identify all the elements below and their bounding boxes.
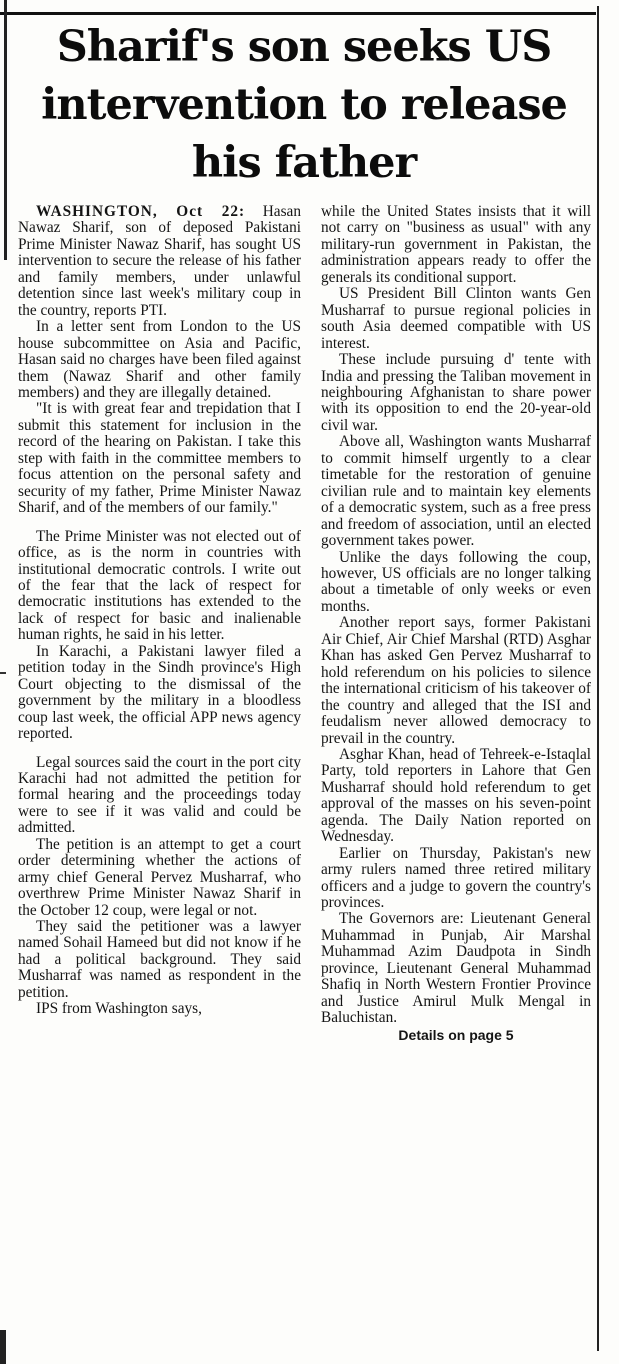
left-margin-mark [0, 672, 6, 674]
right-border-rule [597, 6, 599, 1351]
article-paragraph: while the United States insists that it will not carry on "business as usual" with any military-run government in Pakistan, the administration appears ready to offer the generals its conditional support. [321, 203, 591, 286]
left-border-rule [4, 0, 7, 260]
article-paragraph: "It is with great fear and trepidation that I submit this statement for inclusion in the record of the hearing on Pakistan. I take this step with faith in the committee members to focus attention on the personal safety and security of my father, Prime Minister Nawaz Sharif, and of the members of our family." [18, 400, 301, 517]
article-paragraph: Earlier on Thursday, Pakistan's new army rulers named three retired military officers and a judge to govern the country's provinces. [321, 844, 591, 912]
article-paragraph: These include pursuing d' tente with India and pressing the Taliban movement in neighbouring Afghanistan to share power with its opposition to end the 20-year-old civil war. [321, 351, 591, 434]
article-paragraph: Legal sources said the court in the port city Karachi had not admitted the petition for formal hearing and the proceedings today were to see if it was valid and could be admitted. [18, 753, 301, 837]
top-rule [0, 12, 596, 15]
article-paragraph: Above all, Washington wants Musharraf to commit himself urgently to a clear timetable for the restoration of genuine civilian rule and to maintain key elements of a democratic system, such as a free press and freedom of association, until an elected government takes power. [321, 433, 591, 550]
article-paragraph: The petition is an attempt to get a court order determining whether the actions of army chief General Pervez Musharraf, who overthrew Prime Minister Nawaz Sharif in the October 12 coup, were legal or not. [18, 835, 301, 919]
article-paragraph: Asghar Khan, head of Tehreek-e-Istaqlal Party, told reporters in Lahore that Gen Musharraf should hold referendum to get approval of the masses on his seven-point agenda. The Daily Nation reported on Wednesday. [321, 745, 591, 846]
dateline: WASHINGTON, Oct 22: [36, 203, 246, 220]
lead-text: Hasan Nawaz Sharif, son of deposed Pakistani Prime Minister Nawaz Sharif, has sought US intervention to secure the release of his father and family members, under unlawful detention since last week's military coup in the country, reports PTI. [18, 203, 301, 319]
article-paragraph: Unlike the days following the coup, however, US officials are no longer talking about a timetable of only weeks or even months. [321, 548, 591, 615]
article-column-left [18, 204, 301, 1018]
article-paragraph: The Governors are: Lieutenant General Muhammad in Punjab, Air Marshal Muhammad Azim Daudpota in Sindh province, Lieutenant General Muhammad Shafiq in North Western Frontier Province and Justice Amirul Mulk Mengal in Baluchistan. [321, 910, 591, 1027]
article-paragraph: IPS from Washington says, [36, 1000, 202, 1018]
headline: Sharif's son seeks US intervention to release his father [41, 22, 567, 188]
article-paragraph: In Karachi, a Pakistani lawyer filed a petition today in the Sindh province's High Court objecting to the dismissal of the government by the military in a bloodless coup last week, the official APP news agency reported. [18, 642, 301, 743]
article-paragraph: In a letter sent from London to the US house subcommittee on Asia and Pacific, Hasan said no charges have been filed against them (Nawaz Sharif and other family members) and they are illegally detained. [18, 318, 301, 401]
article-column-right [321, 204, 591, 1043]
article-paragraph: Another report says, former Pakistani Air Chief, Air Chief Marshal (RTD) Asghar Khan has asked Gen Pervez Musharraf to hold referendum on his policies to silence the international criticism of his takeover of the country and alleged that the ISI and feudalism never allowed democracy to prevail in the country. [321, 614, 591, 747]
article-paragraph: The Prime Minister was not elected out of office, as is the norm in countries with institutional democratic controls. I write out of the fear that the lack of respect for democratic institutions has extended to the lack of respect for basic and inalienable human rights, he said in his letter. [18, 527, 301, 644]
left-border-rule-bottom [0, 1330, 6, 1364]
article-paragraph: US President Bill Clinton wants Gen Musharraf to pursue regional policies in south Asia deemed compatible with US interest. [321, 285, 591, 352]
article-paragraph: They said the petitioner was a lawyer named Sohail Hameed but did not know if he had a political background. They said Musharraf was named as respondent in the petition. [18, 918, 301, 1001]
article-paragraph [18, 204, 301, 319]
continuation-note: Details on page 5 [398, 1026, 514, 1043]
